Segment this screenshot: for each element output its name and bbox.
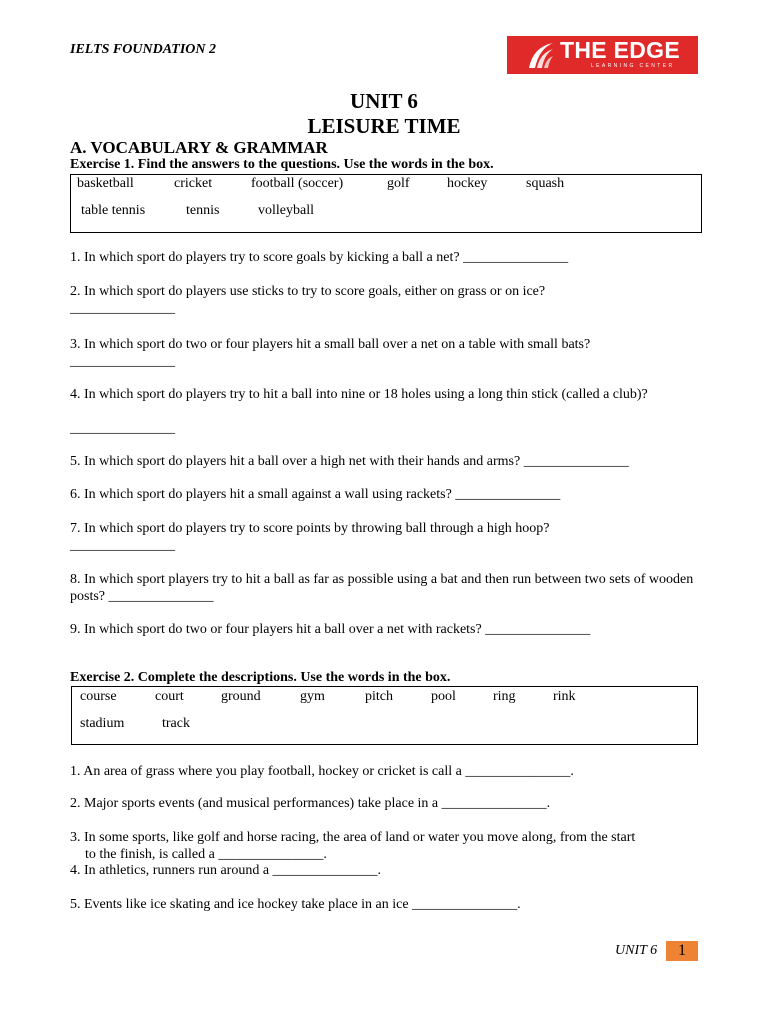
answer-blank-2: _______________ bbox=[70, 301, 175, 316]
section-title: A. VOCABULARY & GRAMMAR bbox=[70, 138, 328, 157]
word-gym: gym bbox=[300, 689, 325, 704]
exercise1-title: Exercise 1. Find the answers to the questions. Use the words in the box. bbox=[70, 157, 494, 172]
description-5: 5. Events like ice skating and ice hockey take place in an ice _______________. bbox=[70, 897, 521, 912]
logo-title: THE EDGE bbox=[560, 37, 680, 63]
word-rink: rink bbox=[553, 689, 576, 704]
answer-blank-3: _______________ bbox=[70, 354, 175, 369]
question-9: 9. In which sport do two or four players hit a ball over a net with rackets? _______________ bbox=[70, 622, 591, 637]
word-pool: pool bbox=[431, 689, 456, 704]
word-cricket: cricket bbox=[174, 176, 213, 191]
course-label: IELTS FOUNDATION 2 bbox=[70, 42, 216, 57]
answer-blank-7: _______________ bbox=[70, 538, 175, 553]
exercise1-word-box bbox=[70, 174, 702, 233]
word-squash: squash bbox=[526, 176, 565, 191]
question-3: 3. In which sport do two or four players hit a small ball over a net on a table with small bats? bbox=[70, 337, 591, 352]
logo-arch-icon bbox=[525, 41, 557, 69]
question-7: 7. In which sport do players try to score points by throwing ball through a high hoop? bbox=[70, 521, 550, 536]
question-5: 5. In which sport do players hit a ball over a high net with their hands and arms? _______________ bbox=[70, 454, 629, 469]
unit-title: UNIT 6 bbox=[350, 89, 418, 113]
description-4: 4. In athletics, runners run around a _______________. bbox=[70, 863, 382, 878]
page-number: 1 bbox=[666, 941, 698, 961]
word-volleyball: volleyball bbox=[258, 203, 314, 218]
topic-title: LEISURE TIME bbox=[307, 114, 461, 138]
word-track: track bbox=[162, 716, 190, 731]
question-6: 6. In which sport do players hit a small against a wall using rackets? _______________ bbox=[70, 487, 561, 502]
description-3: 3. In some sports, like golf and horse racing, the area of land or water you move along, from the start bbox=[70, 830, 636, 845]
word-stadium: stadium bbox=[80, 716, 125, 731]
word-court: court bbox=[155, 689, 184, 704]
description-3-indent: to the finish, is called a _______________. bbox=[85, 847, 327, 862]
question-8: 8. In which sport players try to hit a ball as far as possible using a bat and then run between two sets of wooden posts? _______________ bbox=[70, 572, 694, 604]
word-ground: ground bbox=[221, 689, 261, 704]
word-golf: golf bbox=[387, 176, 410, 191]
word-course: course bbox=[80, 689, 117, 704]
word-table-tennis: table tennis bbox=[81, 203, 146, 218]
footer-unit: UNIT 6 bbox=[615, 943, 658, 958]
word-tennis: tennis bbox=[186, 203, 220, 218]
description-1: 1. An area of grass where you play football, hockey or cricket is call a _______________. bbox=[70, 764, 574, 779]
description-2: 2. Major sports events (and musical performances) take place in a _______________. bbox=[70, 796, 551, 811]
logo bbox=[507, 36, 698, 74]
word-ring: ring bbox=[493, 689, 516, 704]
exercise2-word-box bbox=[71, 686, 698, 745]
logo-subtitle: LEARNING CENTER bbox=[591, 63, 675, 69]
word-football: football (soccer) bbox=[251, 176, 344, 191]
word-basketball: basketball bbox=[77, 176, 134, 191]
question-1: 1. In which sport do players try to score goals by kicking a ball a net? _______________ bbox=[70, 250, 569, 265]
question-2: 2. In which sport do players use sticks to try to score goals, either on grass or on ice? bbox=[70, 284, 546, 299]
answer-blank-4: _______________ bbox=[70, 421, 175, 436]
question-4: 4. In which sport do players try to hit a ball into nine or 18 holes using a long thin stick (called a club)? bbox=[70, 387, 648, 402]
word-hockey: hockey bbox=[447, 176, 488, 191]
word-pitch: pitch bbox=[365, 689, 393, 704]
exercise2-title: Exercise 2. Complete the descriptions. Use the words in the box. bbox=[70, 670, 451, 685]
description-3-continued bbox=[70, 846, 700, 863]
